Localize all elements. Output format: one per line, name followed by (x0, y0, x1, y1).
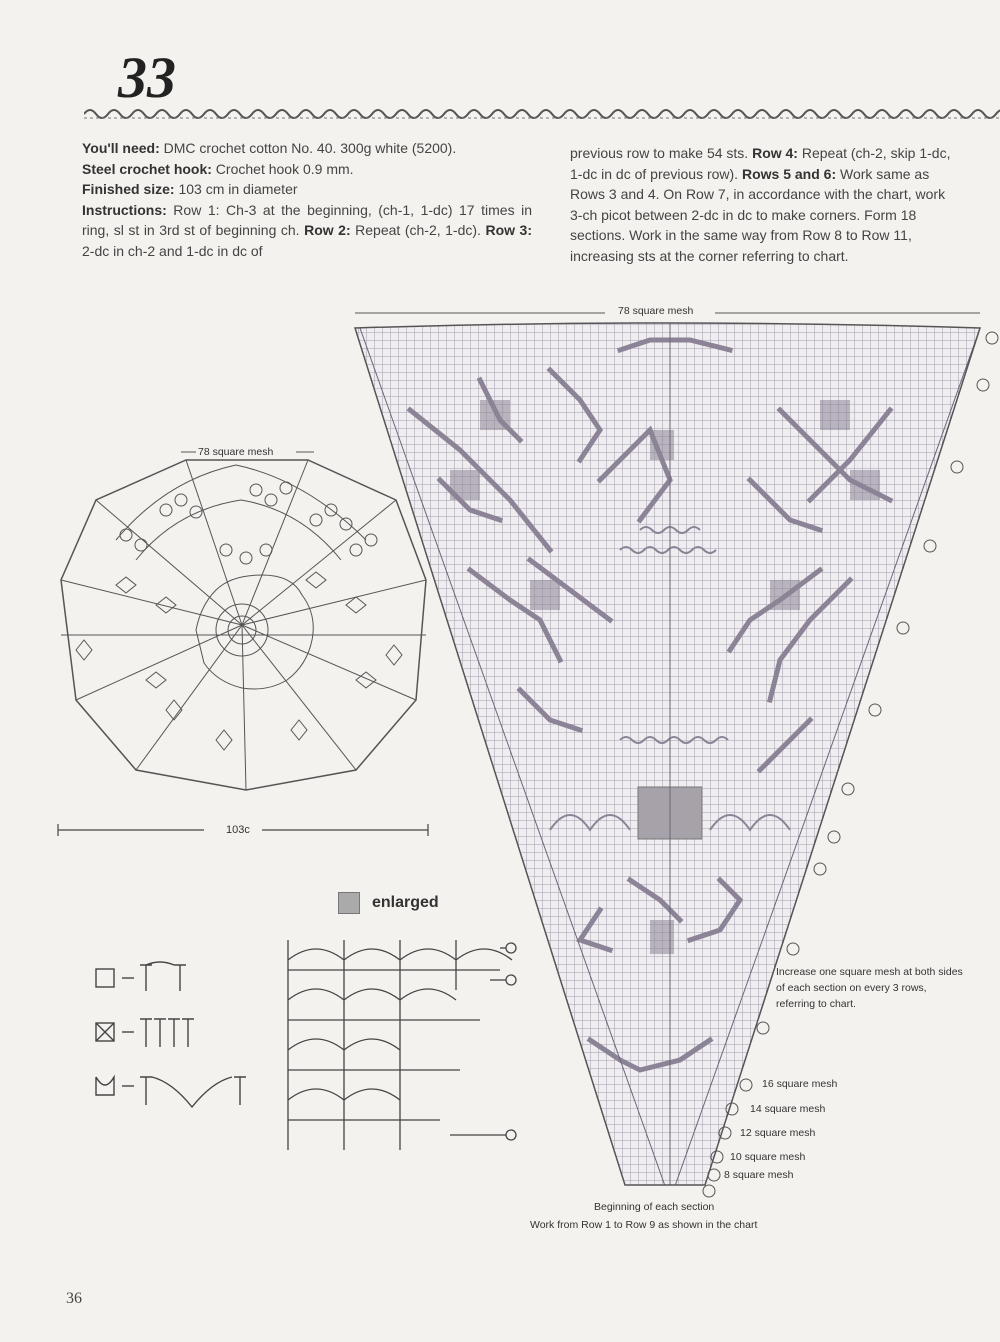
right-line3: Rows 3 and 4. On Row 7, in accordance with the chart, work (570, 186, 946, 202)
mesh-label-14: 14 square mesh (750, 1103, 826, 1115)
row3-label: Row 3: (485, 222, 532, 238)
work-rows-label: Work from Row 1 to Row 9 as shown in the chart (530, 1219, 758, 1231)
overview-top-label: 78 square mesh (198, 446, 274, 458)
size-text: 103 cm in diameter (174, 181, 298, 197)
instructions-text-b: Repeat (ch-2, 1-dc). (350, 222, 486, 238)
instructions-column-right (570, 143, 1000, 266)
enlarged-stitch-chart (280, 930, 530, 1150)
right-line4: 3-ch picot between 2-dc in dc to make corners. Form 18 (570, 206, 917, 223)
pattern-number: 33 (118, 45, 176, 110)
need-label: You'll need: (82, 140, 160, 156)
rows56-label: Rows 5 and 6: (741, 165, 837, 182)
mesh-label-12: 12 square mesh (740, 1127, 816, 1139)
instructions-label: Instructions: (82, 201, 167, 218)
need-text: DMC crochet cotton No. 40. 300g white (5200). (159, 140, 457, 156)
right-line2: 1-dc in dc of previous row). (570, 165, 742, 182)
row4-label: Row 4: (752, 145, 798, 161)
enlarged-legend (338, 892, 439, 914)
mesh-label-8: 8 square mesh (724, 1169, 794, 1181)
hook-text: Crochet hook 0.9 mm. (211, 160, 354, 177)
right-line6: increasing sts at the corner referring to chart. (570, 247, 849, 264)
materials-column (82, 138, 532, 261)
mesh-label-10: 10 square mesh (730, 1151, 806, 1163)
row2-label: Row 2: (304, 222, 351, 238)
decorative-border (84, 104, 1000, 124)
beginning-label: Beginning of each section (594, 1201, 715, 1213)
size-label: Finished size: (82, 181, 175, 197)
right-line1: previous row to make 54 sts. (570, 145, 753, 161)
diameter-label: 103c (226, 824, 250, 836)
stitch-legend (90, 955, 260, 1115)
enlarged-label: enlarged (372, 894, 439, 911)
right-line1b: Repeat (ch-2, skip 1-dc, (797, 145, 951, 161)
instructions-text-a: Row 1: Ch-3 at the beginning, (ch-1, 1-dc) 17 times in ring, sl st in 3rd st of beginning ch. (82, 201, 532, 238)
page-number: 36 (66, 1290, 82, 1307)
hook-label: Steel crochet hook: (82, 160, 212, 177)
mesh-label-16: 16 square mesh (762, 1078, 838, 1090)
chart-top-label: 78 square mesh (618, 305, 694, 317)
doily-overview-diagram (56, 440, 436, 810)
enlarged-swatch (338, 892, 360, 914)
right-line2b: Work same as (836, 165, 930, 182)
instructions-text-c: 2-dc in ch-2 and 1-dc in dc of (82, 242, 263, 259)
right-line5: sections. Work in the same way from Row 8 to Row 11, (570, 227, 912, 243)
increase-note: Increase one square mesh at both sides of each section on every 3 rows, referring to chart. (776, 966, 963, 1010)
